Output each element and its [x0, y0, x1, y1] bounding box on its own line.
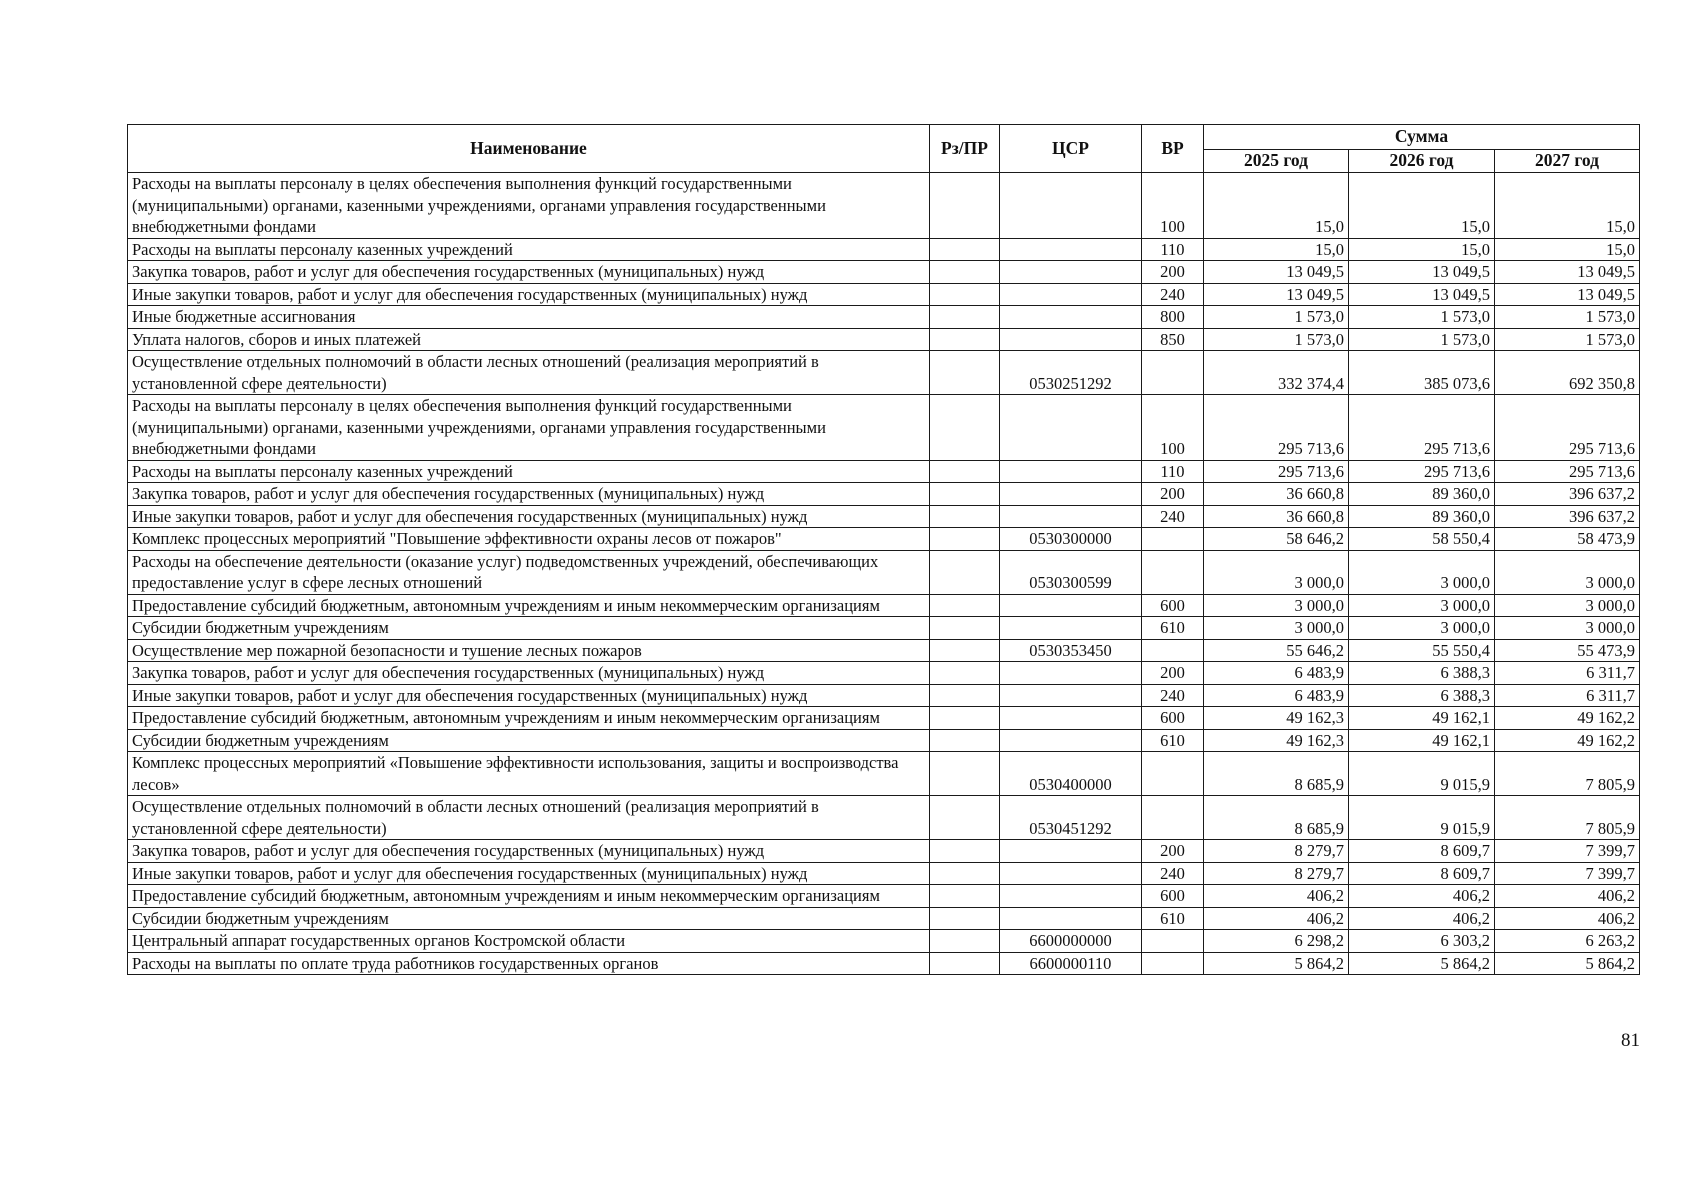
- table-row: [128, 796, 1640, 840]
- header-csr: ЦСР: [1000, 125, 1142, 173]
- table-row: [128, 261, 1640, 284]
- cell-2025: 36 660,8: [1204, 505, 1349, 528]
- cell-vr: 610: [1142, 729, 1204, 752]
- table-row: [128, 729, 1640, 752]
- cell-vr: [1142, 930, 1204, 953]
- cell-name: Предоставление субсидий бюджетным, автономным учреждениям и иным некоммерческим организациям: [128, 885, 930, 908]
- table-row: [128, 550, 1640, 594]
- cell-2027: 5 864,2: [1495, 952, 1640, 975]
- cell-vr: [1142, 550, 1204, 594]
- cell-csr: 0530353450: [1000, 639, 1142, 662]
- cell-csr: 6600000110: [1000, 952, 1142, 975]
- cell-2027: 15,0: [1495, 173, 1640, 239]
- cell-2026: 49 162,1: [1349, 707, 1495, 730]
- cell-rzpr: [930, 505, 1000, 528]
- cell-rzpr: [930, 328, 1000, 351]
- cell-name: Субсидии бюджетным учреждениям: [128, 617, 930, 640]
- cell-2027: 6 311,7: [1495, 662, 1640, 685]
- cell-2027: 396 637,2: [1495, 505, 1640, 528]
- table-row: [128, 395, 1640, 461]
- cell-csr: [1000, 662, 1142, 685]
- cell-vr: 600: [1142, 707, 1204, 730]
- cell-rzpr: [930, 617, 1000, 640]
- cell-2027: 295 713,6: [1495, 395, 1640, 461]
- cell-csr: 0530300000: [1000, 528, 1142, 551]
- cell-2025: 6 298,2: [1204, 930, 1349, 953]
- cell-2026: 295 713,6: [1349, 395, 1495, 461]
- cell-rzpr: [930, 707, 1000, 730]
- cell-2027: 7 805,9: [1495, 796, 1640, 840]
- cell-rzpr: [930, 261, 1000, 284]
- table-row: [128, 283, 1640, 306]
- cell-2026: 49 162,1: [1349, 729, 1495, 752]
- cell-2026: 55 550,4: [1349, 639, 1495, 662]
- cell-name: Иные закупки товаров, работ и услуг для обеспечения государственных (муниципальных) нужд: [128, 684, 930, 707]
- cell-2025: 55 646,2: [1204, 639, 1349, 662]
- cell-2027: 58 473,9: [1495, 528, 1640, 551]
- cell-2025: 295 713,6: [1204, 460, 1349, 483]
- cell-2027: 3 000,0: [1495, 617, 1640, 640]
- cell-2025: 49 162,3: [1204, 729, 1349, 752]
- table-row: [128, 684, 1640, 707]
- cell-rzpr: [930, 752, 1000, 796]
- cell-2025: 15,0: [1204, 173, 1349, 239]
- cell-2025: 58 646,2: [1204, 528, 1349, 551]
- cell-name: Расходы на выплаты персоналу в целях обеспечения выполнения функций государственными (муниципальными) органами, казенными учреждениями, органами управления государственными внебюджетными фондами: [128, 173, 930, 239]
- cell-vr: [1142, 952, 1204, 975]
- cell-2027: 406,2: [1495, 885, 1640, 908]
- cell-2026: 9 015,9: [1349, 796, 1495, 840]
- cell-name: Субсидии бюджетным учреждениям: [128, 729, 930, 752]
- cell-vr: 610: [1142, 907, 1204, 930]
- cell-rzpr: [930, 639, 1000, 662]
- cell-2025: 8 279,7: [1204, 840, 1349, 863]
- cell-2026: 9 015,9: [1349, 752, 1495, 796]
- cell-2027: 49 162,2: [1495, 707, 1640, 730]
- cell-2026: 15,0: [1349, 173, 1495, 239]
- cell-rzpr: [930, 729, 1000, 752]
- cell-2026: 385 073,6: [1349, 351, 1495, 395]
- cell-csr: [1000, 505, 1142, 528]
- cell-2026: 5 864,2: [1349, 952, 1495, 975]
- header-name: Наименование: [128, 125, 930, 173]
- cell-2025: 36 660,8: [1204, 483, 1349, 506]
- cell-2026: 1 573,0: [1349, 328, 1495, 351]
- cell-2025: 295 713,6: [1204, 395, 1349, 461]
- cell-2025: 15,0: [1204, 238, 1349, 261]
- cell-name: Предоставление субсидий бюджетным, автономным учреждениям и иным некоммерческим организациям: [128, 707, 930, 730]
- cell-2025: 332 374,4: [1204, 351, 1349, 395]
- cell-2027: 15,0: [1495, 238, 1640, 261]
- cell-2025: 8 685,9: [1204, 752, 1349, 796]
- cell-2027: 13 049,5: [1495, 283, 1640, 306]
- cell-2026: 1 573,0: [1349, 306, 1495, 329]
- cell-csr: [1000, 283, 1142, 306]
- cell-name: Закупка товаров, работ и услуг для обеспечения государственных (муниципальных) нужд: [128, 261, 930, 284]
- cell-vr: 600: [1142, 594, 1204, 617]
- cell-2027: 1 573,0: [1495, 328, 1640, 351]
- table-row: [128, 639, 1640, 662]
- table-row: [128, 351, 1640, 395]
- cell-2027: 6 311,7: [1495, 684, 1640, 707]
- cell-vr: [1142, 528, 1204, 551]
- cell-csr: [1000, 907, 1142, 930]
- cell-rzpr: [930, 952, 1000, 975]
- cell-vr: 100: [1142, 395, 1204, 461]
- cell-2025: 6 483,9: [1204, 684, 1349, 707]
- cell-name: Иные закупки товаров, работ и услуг для обеспечения государственных (муниципальных) нужд: [128, 283, 930, 306]
- cell-vr: [1142, 351, 1204, 395]
- cell-csr: [1000, 328, 1142, 351]
- cell-name: Уплата налогов, сборов и иных платежей: [128, 328, 930, 351]
- header-year-2026: 2026 год: [1349, 150, 1495, 173]
- cell-2025: 3 000,0: [1204, 550, 1349, 594]
- cell-2027: 7 399,7: [1495, 862, 1640, 885]
- cell-name: Предоставление субсидий бюджетным, автономным учреждениям и иным некоммерческим организациям: [128, 594, 930, 617]
- cell-2026: 406,2: [1349, 907, 1495, 930]
- cell-vr: 240: [1142, 684, 1204, 707]
- cell-2026: 6 388,3: [1349, 684, 1495, 707]
- cell-2027: 55 473,9: [1495, 639, 1640, 662]
- cell-name: Субсидии бюджетным учреждениям: [128, 907, 930, 930]
- cell-rzpr: [930, 395, 1000, 461]
- cell-vr: 850: [1142, 328, 1204, 351]
- cell-2026: 8 609,7: [1349, 862, 1495, 885]
- cell-csr: [1000, 261, 1142, 284]
- cell-2026: 15,0: [1349, 238, 1495, 261]
- cell-name: Иные закупки товаров, работ и услуг для обеспечения государственных (муниципальных) нужд: [128, 862, 930, 885]
- cell-vr: 200: [1142, 662, 1204, 685]
- table-row: [128, 528, 1640, 551]
- cell-vr: 110: [1142, 460, 1204, 483]
- cell-2025: 1 573,0: [1204, 306, 1349, 329]
- budget-table: [127, 124, 1640, 975]
- table-row: [128, 306, 1640, 329]
- cell-2026: 8 609,7: [1349, 840, 1495, 863]
- cell-2025: 8 685,9: [1204, 796, 1349, 840]
- cell-vr: 240: [1142, 862, 1204, 885]
- cell-csr: [1000, 729, 1142, 752]
- cell-csr: [1000, 617, 1142, 640]
- table-row: [128, 238, 1640, 261]
- cell-2025: 406,2: [1204, 885, 1349, 908]
- cell-csr: [1000, 885, 1142, 908]
- cell-2025: 406,2: [1204, 907, 1349, 930]
- cell-2027: 7 399,7: [1495, 840, 1640, 863]
- cell-csr: 6600000000: [1000, 930, 1142, 953]
- cell-2026: 6 303,2: [1349, 930, 1495, 953]
- cell-2027: 396 637,2: [1495, 483, 1640, 506]
- cell-vr: 200: [1142, 840, 1204, 863]
- cell-2026: 295 713,6: [1349, 460, 1495, 483]
- header-rzpr: Рз/ПР: [930, 125, 1000, 173]
- cell-csr: [1000, 483, 1142, 506]
- cell-2027: 6 263,2: [1495, 930, 1640, 953]
- cell-2026: 89 360,0: [1349, 505, 1495, 528]
- table-row: [128, 952, 1640, 975]
- cell-vr: 240: [1142, 505, 1204, 528]
- cell-2026: 3 000,0: [1349, 550, 1495, 594]
- header-year-2027: 2027 год: [1495, 150, 1640, 173]
- cell-rzpr: [930, 306, 1000, 329]
- cell-name: Осуществление мер пожарной безопасности и тушение лесных пожаров: [128, 639, 930, 662]
- table-row: [128, 885, 1640, 908]
- cell-name: Осуществление отдельных полномочий в области лесных отношений (реализация мероприятий в установленной сфере деятельности): [128, 351, 930, 395]
- cell-name: Расходы на обеспечение деятельности (оказание услуг) подведомственных учреждений, обеспечивающих предоставление услуг в сфере лесных отношений: [128, 550, 930, 594]
- table-row: [128, 328, 1640, 351]
- table-row: [128, 930, 1640, 953]
- cell-rzpr: [930, 528, 1000, 551]
- cell-rzpr: [930, 907, 1000, 930]
- cell-rzpr: [930, 351, 1000, 395]
- cell-vr: 200: [1142, 261, 1204, 284]
- cell-vr: 100: [1142, 173, 1204, 239]
- table-row: [128, 483, 1640, 506]
- table-body: [128, 173, 1640, 975]
- cell-rzpr: [930, 550, 1000, 594]
- cell-csr: [1000, 460, 1142, 483]
- cell-name: Расходы на выплаты персоналу казенных учреждений: [128, 238, 930, 261]
- cell-2026: 406,2: [1349, 885, 1495, 908]
- cell-csr: [1000, 707, 1142, 730]
- cell-2026: 58 550,4: [1349, 528, 1495, 551]
- cell-vr: [1142, 639, 1204, 662]
- table-row: [128, 907, 1640, 930]
- cell-csr: [1000, 684, 1142, 707]
- cell-vr: 240: [1142, 283, 1204, 306]
- table-row: [128, 862, 1640, 885]
- cell-2025: 8 279,7: [1204, 862, 1349, 885]
- cell-csr: 0530300599: [1000, 550, 1142, 594]
- cell-rzpr: [930, 885, 1000, 908]
- cell-rzpr: [930, 460, 1000, 483]
- cell-name: Закупка товаров, работ и услуг для обеспечения государственных (муниципальных) нужд: [128, 840, 930, 863]
- cell-rzpr: [930, 840, 1000, 863]
- cell-2026: 3 000,0: [1349, 617, 1495, 640]
- cell-csr: 0530451292: [1000, 796, 1142, 840]
- header-sum: Сумма: [1204, 125, 1640, 150]
- cell-2027: 7 805,9: [1495, 752, 1640, 796]
- cell-vr: 110: [1142, 238, 1204, 261]
- cell-2025: 3 000,0: [1204, 594, 1349, 617]
- cell-rzpr: [930, 283, 1000, 306]
- cell-2026: 13 049,5: [1349, 261, 1495, 284]
- cell-vr: 200: [1142, 483, 1204, 506]
- cell-rzpr: [930, 594, 1000, 617]
- cell-name: Расходы на выплаты персоналу в целях обеспечения выполнения функций государственными (муниципальными) органами, казенными учреждениями, органами управления государственными внебюджетными фондами: [128, 395, 930, 461]
- cell-name: Комплекс процессных мероприятий "Повышение эффективности охраны лесов от пожаров": [128, 528, 930, 551]
- cell-csr: [1000, 594, 1142, 617]
- cell-name: Центральный аппарат государственных органов Костромской области: [128, 930, 930, 953]
- table-row: [128, 505, 1640, 528]
- cell-2027: 295 713,6: [1495, 460, 1640, 483]
- cell-2026: 6 388,3: [1349, 662, 1495, 685]
- table-row: [128, 617, 1640, 640]
- cell-rzpr: [930, 796, 1000, 840]
- header-vr: ВР: [1142, 125, 1204, 173]
- cell-vr: 600: [1142, 885, 1204, 908]
- cell-csr: [1000, 238, 1142, 261]
- cell-csr: [1000, 173, 1142, 239]
- cell-2027: 406,2: [1495, 907, 1640, 930]
- cell-csr: [1000, 306, 1142, 329]
- cell-rzpr: [930, 173, 1000, 239]
- cell-rzpr: [930, 483, 1000, 506]
- cell-name: Осуществление отдельных полномочий в области лесных отношений (реализация мероприятий в установленной сфере деятельности): [128, 796, 930, 840]
- cell-name: Иные закупки товаров, работ и услуг для обеспечения государственных (муниципальных) нужд: [128, 505, 930, 528]
- cell-2027: 3 000,0: [1495, 594, 1640, 617]
- cell-name: Иные бюджетные ассигнования: [128, 306, 930, 329]
- table-row: [128, 173, 1640, 239]
- cell-csr: [1000, 840, 1142, 863]
- cell-csr: 0530251292: [1000, 351, 1142, 395]
- cell-2025: 5 864,2: [1204, 952, 1349, 975]
- cell-rzpr: [930, 930, 1000, 953]
- cell-2026: 89 360,0: [1349, 483, 1495, 506]
- table-header: [128, 125, 1640, 173]
- cell-name: Закупка товаров, работ и услуг для обеспечения государственных (муниципальных) нужд: [128, 483, 930, 506]
- cell-2027: 3 000,0: [1495, 550, 1640, 594]
- cell-rzpr: [930, 238, 1000, 261]
- table-row: [128, 662, 1640, 685]
- cell-name: Расходы на выплаты по оплате труда работников государственных органов: [128, 952, 930, 975]
- cell-2027: 13 049,5: [1495, 261, 1640, 284]
- cell-vr: [1142, 752, 1204, 796]
- table-row: [128, 840, 1640, 863]
- cell-vr: 800: [1142, 306, 1204, 329]
- table-row: [128, 752, 1640, 796]
- cell-name: Комплекс процессных мероприятий «Повышение эффективности использования, защиты и воспроизводства лесов»: [128, 752, 930, 796]
- cell-2025: 49 162,3: [1204, 707, 1349, 730]
- cell-2025: 1 573,0: [1204, 328, 1349, 351]
- cell-2025: 13 049,5: [1204, 261, 1349, 284]
- cell-rzpr: [930, 662, 1000, 685]
- table-row: [128, 594, 1640, 617]
- cell-2026: 13 049,5: [1349, 283, 1495, 306]
- cell-2027: 692 350,8: [1495, 351, 1640, 395]
- cell-csr: [1000, 862, 1142, 885]
- cell-rzpr: [930, 862, 1000, 885]
- page-number: 81: [1621, 1030, 1640, 1051]
- header-year-2025: 2025 год: [1204, 150, 1349, 173]
- cell-vr: 610: [1142, 617, 1204, 640]
- cell-2025: 6 483,9: [1204, 662, 1349, 685]
- cell-2027: 1 573,0: [1495, 306, 1640, 329]
- cell-csr: [1000, 395, 1142, 461]
- cell-name: Закупка товаров, работ и услуг для обеспечения государственных (муниципальных) нужд: [128, 662, 930, 685]
- table-row: [128, 707, 1640, 730]
- table-row: [128, 460, 1640, 483]
- cell-rzpr: [930, 684, 1000, 707]
- cell-2025: 3 000,0: [1204, 617, 1349, 640]
- cell-vr: [1142, 796, 1204, 840]
- cell-2025: 13 049,5: [1204, 283, 1349, 306]
- cell-name: Расходы на выплаты персоналу казенных учреждений: [128, 460, 930, 483]
- cell-2026: 3 000,0: [1349, 594, 1495, 617]
- cell-2027: 49 162,2: [1495, 729, 1640, 752]
- cell-csr: 0530400000: [1000, 752, 1142, 796]
